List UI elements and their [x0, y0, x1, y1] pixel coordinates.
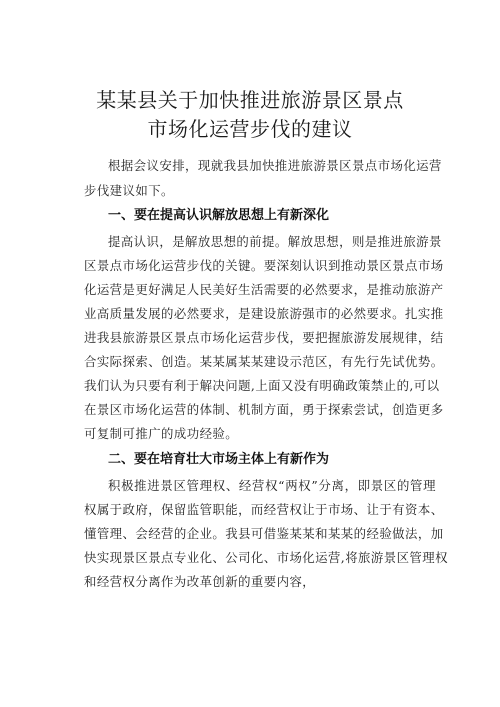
- body-line: 提高认识，是解放思想的前提。解放思想，则是推进旅游景: [108, 234, 442, 249]
- body-line: 进我县旅游景区景点市场化运营步伐，要把握旅游发展规律，结: [84, 330, 444, 345]
- body-line: 合实际探索、创造。某某属某某建设示范区，有先行先试优势。: [84, 354, 444, 369]
- section-heading-2: 二、要在培育壮大市场主体上有新作为: [108, 452, 330, 467]
- body-line: 可复制可推广的成功经验。: [84, 426, 239, 441]
- intro-line: 步伐建议如下。: [84, 183, 174, 198]
- body-line: 在景区市场化运营的体制、机制方面，勇于探索尝试，创造更多: [84, 402, 444, 417]
- section-heading-1: 一、要在提高认识解放思想上有新深化: [108, 208, 330, 223]
- intro-line: 根据会议安排，现就我县加快推进旅游景区景点市场化运营: [108, 158, 442, 173]
- body-line: 化运营是更好满足人民美好生活需要的必然要求，是推动旅游产: [84, 282, 444, 297]
- body-line: 我们认为只要有利于解决问题,上面又没有明确政策禁止的,可以: [84, 378, 440, 393]
- body-line: 懂管理、会经营的企业。我县可借鉴某某和某某的经验做法，加: [84, 526, 444, 541]
- body-line: 业高质量发展的必然要求，是建设旅游强市的必然要求。扎实推: [84, 306, 444, 321]
- body-line: 积极推进景区管理权、经营权“两权”分离，即景区的管理: [108, 478, 436, 493]
- body-line: 区景点市场化运营步伐的关键。要深刻认识到推动景区景点市场: [84, 258, 444, 273]
- document-title-line-1: 某某县关于加快推进旅游景区景点: [96, 88, 404, 112]
- document-title-line-2: 市场化运营步伐的建议: [147, 117, 353, 141]
- body-line: 快实现景区景点专业化、公司化、市场化运营,将旅游景区管理权: [84, 550, 448, 565]
- body-line: 权属于政府，保留监管职能，而经营权让于市场、让于有资本、: [84, 502, 444, 517]
- body-line: 和经营权分离作为改革创新的重要内容，: [84, 574, 316, 589]
